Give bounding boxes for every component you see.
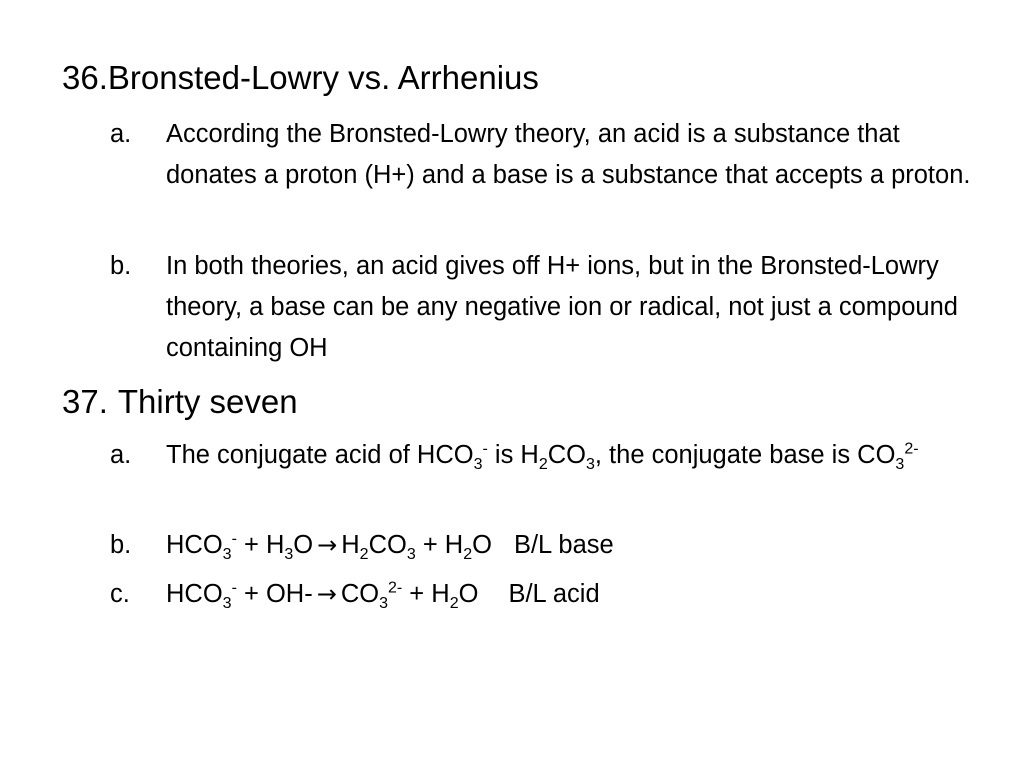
item-36-b-letter: b.: [110, 252, 132, 280]
item-36-title: Bronsted-Lowry vs. Arrhenius: [107, 59, 539, 96]
text-segment: O: [293, 531, 314, 559]
item-37-b-equation: [166, 525, 980, 566]
text-segment: The conjugate acid of HCO: [166, 441, 474, 469]
item-37-c-equation: [166, 574, 980, 615]
reaction-arrow-icon: →: [317, 531, 338, 559]
text-segment: O: [472, 531, 492, 559]
subscript: 3: [895, 456, 905, 474]
item-36-heading: [62, 58, 539, 98]
text-segment: + OH-: [236, 580, 313, 608]
item-37-c-letter: c.: [110, 580, 130, 608]
superscript: -: [231, 530, 237, 548]
text-segment: HCO: [166, 580, 223, 608]
item-37-heading: [62, 382, 298, 422]
reaction-arrow-icon: →: [316, 580, 337, 608]
equation-label: B/L base: [513, 531, 614, 559]
equation-label: B/L acid: [508, 580, 600, 608]
subscript: 2: [463, 546, 473, 564]
subscript: 3: [284, 546, 294, 564]
text-segment: CO: [368, 531, 407, 559]
item-36-number: 36.: [62, 59, 108, 96]
text-segment: + H: [415, 531, 464, 559]
item-37-a: [110, 435, 980, 476]
text-segment: is H: [487, 441, 539, 469]
item-37-b: [110, 525, 980, 566]
text-segment: , the conjugate base is CO: [594, 441, 896, 469]
subscript: 3: [222, 546, 232, 564]
text-segment: CO: [547, 441, 586, 469]
item-36-b-text: In both theories, an acid gives off H+ ions, but in the Bronsted-Lowry theory, a base can be any negative ion or radical, not just a compound containing OH: [166, 252, 958, 362]
subscript: 3: [473, 456, 483, 474]
subscript: 2: [359, 546, 369, 564]
superscript: -: [482, 440, 488, 458]
item-36-b: [110, 246, 980, 369]
text-segment: O: [458, 580, 479, 608]
subscript: 2: [449, 595, 459, 613]
superscript: -: [231, 579, 237, 597]
item-36-a-text: According the Bronsted-Lowry theory, an acid is a substance that donates a proton (H+) and a base is a substance that accepts a proton.: [166, 120, 971, 189]
subscript: 3: [406, 546, 416, 564]
item-36-a-letter: a.: [110, 120, 132, 148]
text-segment: CO: [340, 580, 380, 608]
item-36-a: [110, 114, 980, 196]
text-segment: HCO: [166, 531, 223, 559]
superscript: 2-: [904, 440, 919, 458]
subscript: 3: [585, 456, 595, 474]
text-segment: + H: [402, 580, 450, 608]
subscript: 2: [538, 456, 548, 474]
subscript: 3: [379, 595, 388, 613]
text-segment: + H: [236, 531, 285, 559]
item-37-c: [110, 574, 980, 615]
item-37-b-letter: b.: [110, 531, 132, 559]
item-37-a-letter: a.: [110, 441, 132, 469]
text-segment: H: [341, 531, 360, 559]
superscript: 2-: [387, 579, 403, 597]
subscript: 3: [222, 595, 232, 613]
item-37-a-text: [166, 435, 980, 476]
item-37-number: 37.: [62, 383, 108, 420]
item-37-title: Thirty seven: [117, 383, 298, 420]
